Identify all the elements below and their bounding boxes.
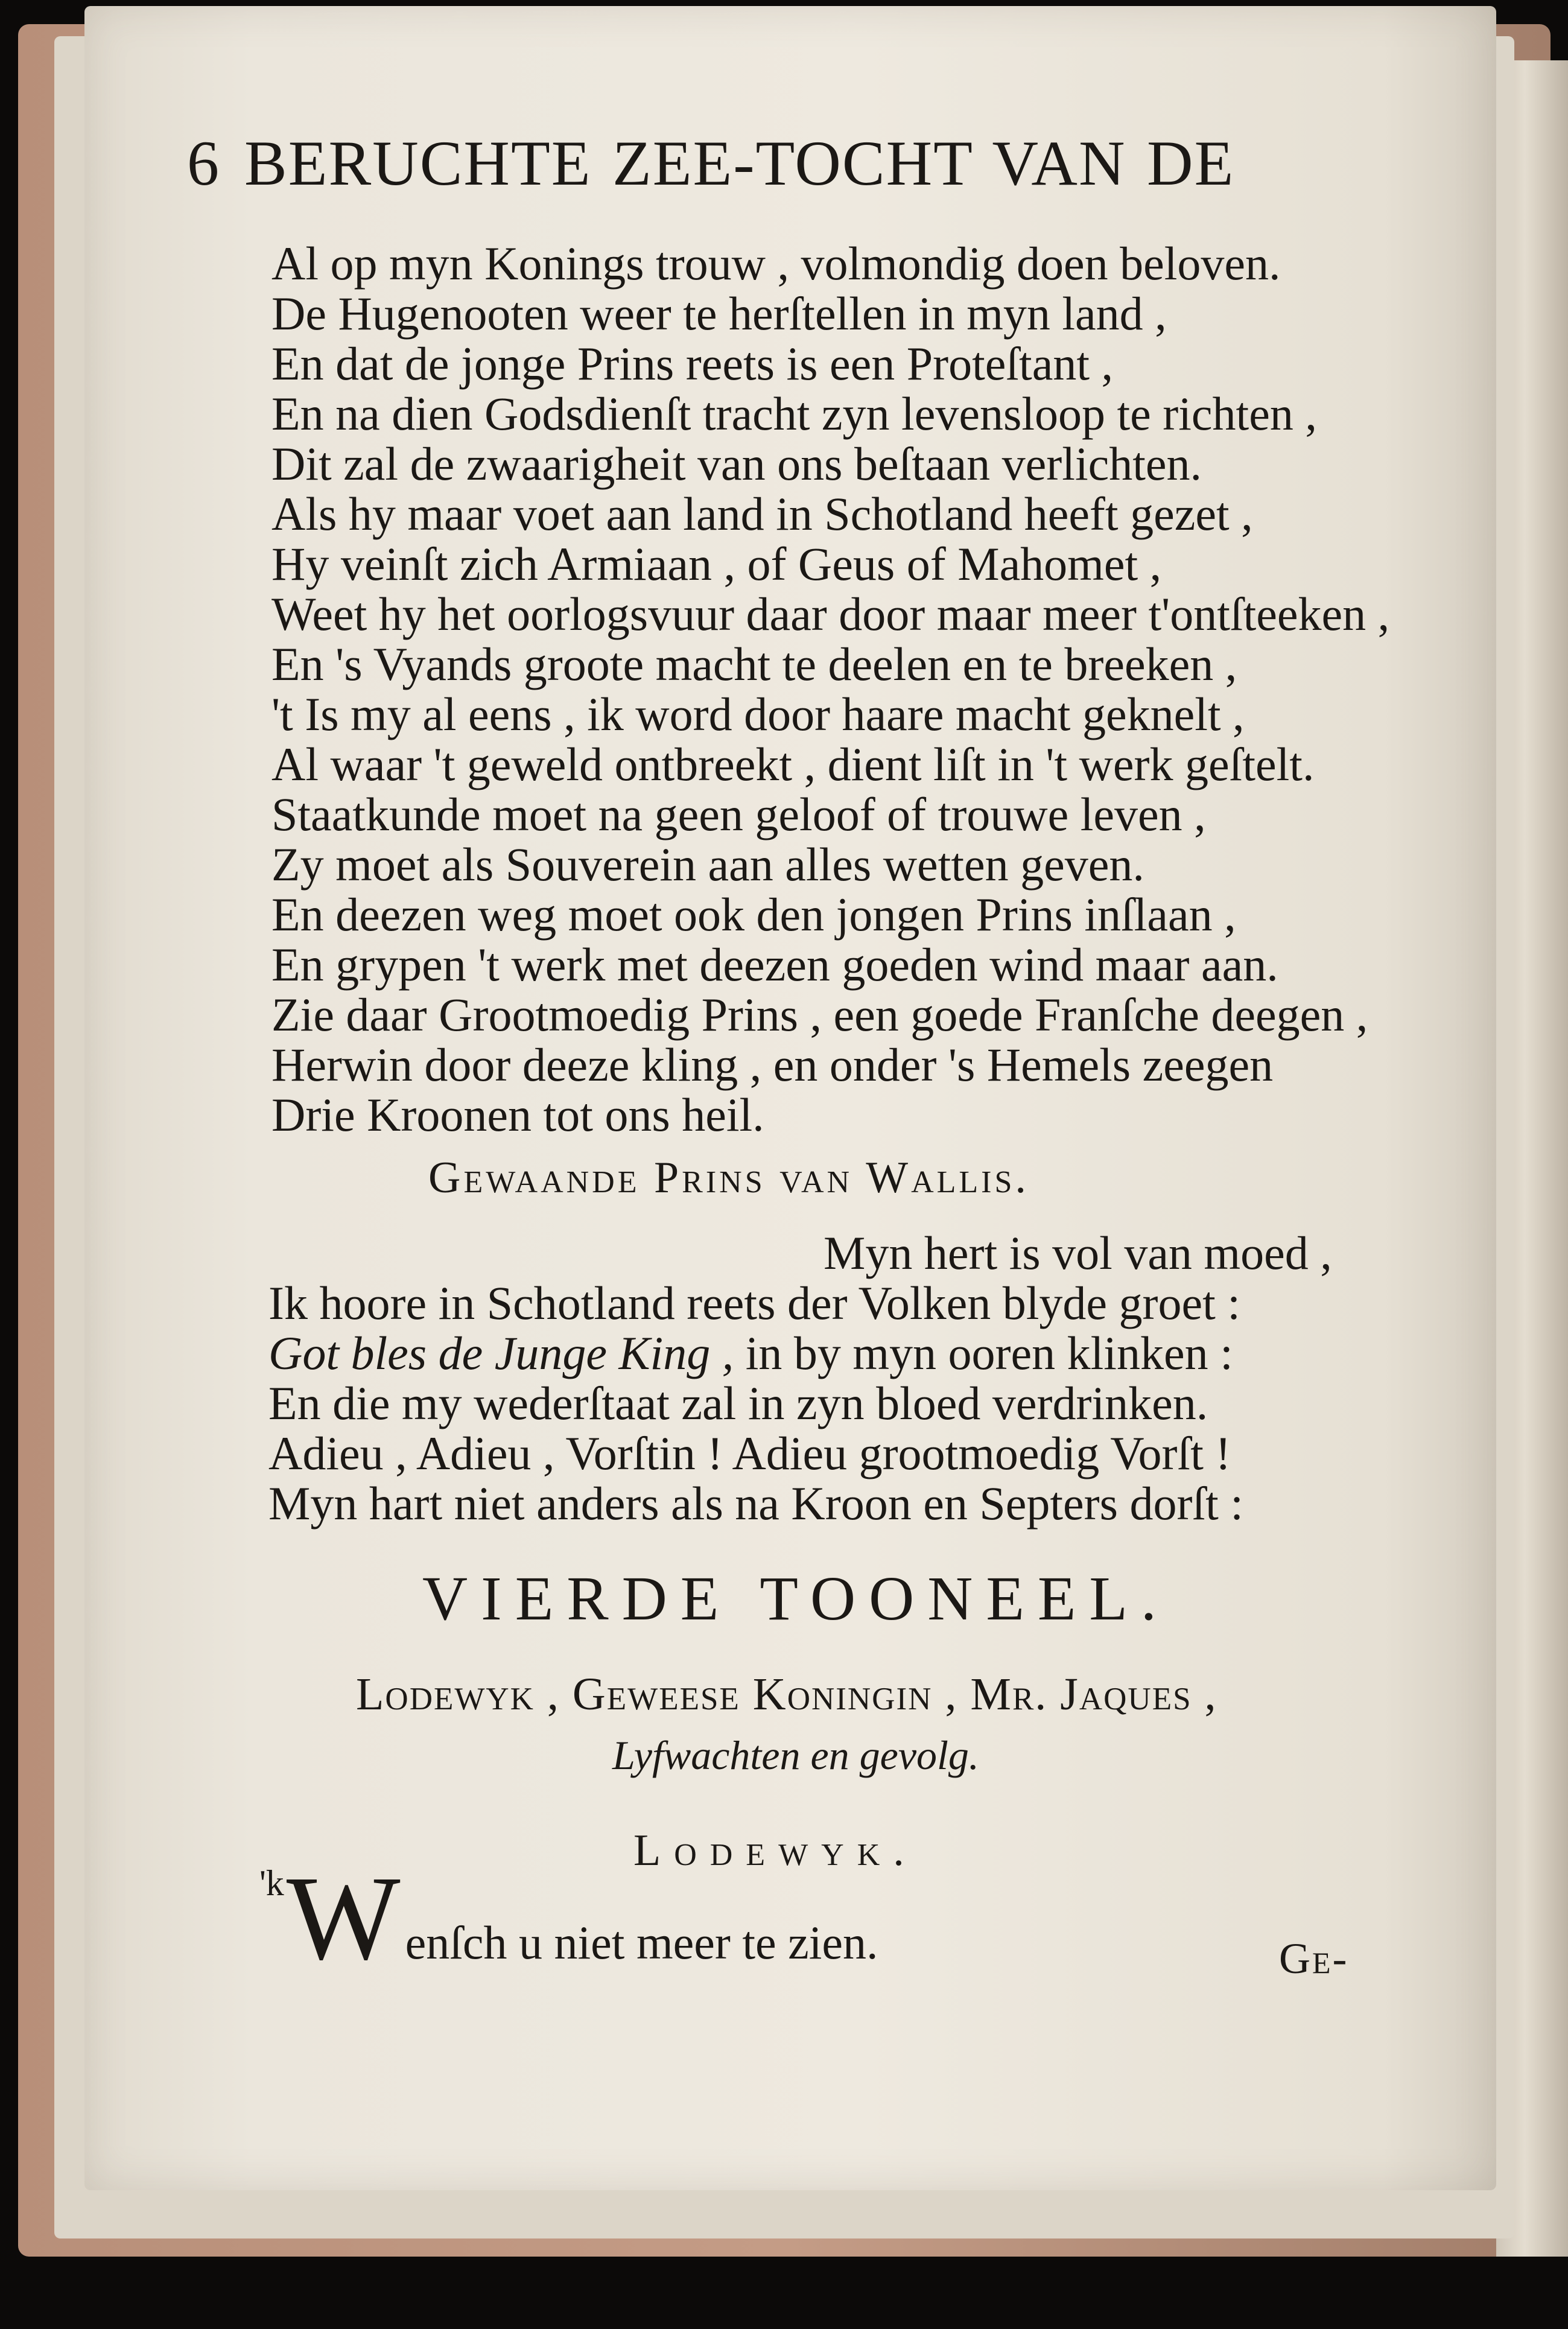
verse-line: En deezen weg moet ook den jongen Prins inſlaan ,	[271, 888, 1236, 941]
speaker-heading-prince: Gewaande Prins van Wallis.	[428, 1153, 1029, 1203]
cast-list-sub: Lyfwachten en gevolg.	[612, 1732, 979, 1778]
verse-line: Hy veinſt zich Armiaan , of Geus of Mahomet ,	[271, 538, 1162, 590]
italic-phrase: Got bles de Junge King ,	[268, 1327, 734, 1379]
running-head-title: BERUCHTE ZEE-TOCHT VAN DE	[244, 128, 1235, 199]
verse-line: Herwin door deeze kling , en onder 's Hemels zeegen	[271, 1038, 1274, 1091]
verse-block-prince	[268, 1228, 1415, 1528]
cast-list: Lodewyk , Geweese Koningin , Mr. Jaques ,	[356, 1669, 1217, 1720]
verse-line: En 's Vyands groote macht te deelen en te breeken ,	[271, 638, 1237, 690]
verse-line: Drie Kroonen tot ons heil.	[271, 1088, 764, 1141]
verse-line-rest: in by myn ooren klinken :	[734, 1327, 1233, 1379]
verse-line: Dit zal de zwaarigheit van ons beſtaan verlichten.	[271, 437, 1202, 490]
verse-line: Al waar 't geweld ontbreekt , dient liſt in 't werk geſtelt.	[271, 738, 1315, 790]
verse-line: Myn hart niet anders als na Kroon en Septers dorſt :	[268, 1477, 1243, 1530]
speaker-heading-lodewyk: Lodewyk.	[633, 1826, 918, 1875]
verse-line: Ik hoore in Schotland reets der Volken blyde groet :	[268, 1277, 1240, 1329]
verse-line: De Hugenooten weer te herſtellen in myn land ,	[271, 287, 1167, 340]
page-number: 6	[187, 128, 220, 199]
verse-line: En na dien Godsdienſt tracht zyn levensloop te richten ,	[271, 387, 1317, 440]
verse-line: Als hy maar voet aan land in Schotland heeft gezet ,	[271, 488, 1253, 540]
verse-line: En dat de jonge Prins reets is een Proteſtant ,	[271, 337, 1114, 390]
verse-line: Staatkunde moet na geen geloof of trouwe leven ,	[271, 788, 1206, 840]
verse-line: 't Is my al eens , ik word door haare macht geknelt ,	[271, 688, 1245, 740]
scene-heading: VIERDE TOONEEL.	[422, 1564, 1170, 1633]
verse-block	[271, 238, 1418, 1140]
verse-line: Adieu , Adieu , Vorſtin ! Adieu grootmoedig Vorſt !	[268, 1427, 1231, 1479]
opening-prefix: 'k	[259, 1863, 284, 1903]
drop-initial: W	[286, 1852, 401, 1985]
verse-line	[268, 1328, 1415, 1378]
verse-line: En die my wederſtaat zal in zyn bloed verdrinken.	[268, 1377, 1208, 1429]
catchword: Ge-	[1279, 1934, 1349, 1983]
opening-line	[259, 1852, 878, 1985]
verse-line: Al op myn Konings trouw , volmondig doen beloven.	[271, 237, 1281, 290]
verse-line: Weet hy het oorlogsvuur daar door maar meer t'ontſteeken ,	[271, 588, 1390, 640]
verse-line: Zy moet als Souverein aan alles wetten geven.	[271, 838, 1144, 891]
verse-line: En grypen 't werk met deezen goeden wind maar aan.	[271, 938, 1278, 991]
verse-line: Zie daar Grootmoedig Prins , een goede Franſche deegen ,	[271, 988, 1368, 1041]
running-head	[187, 127, 1234, 200]
opening-rest: enſch u niet meer te zien.	[405, 1916, 878, 1969]
verse-line: Myn hert is vol van moed ,	[824, 1227, 1332, 1279]
